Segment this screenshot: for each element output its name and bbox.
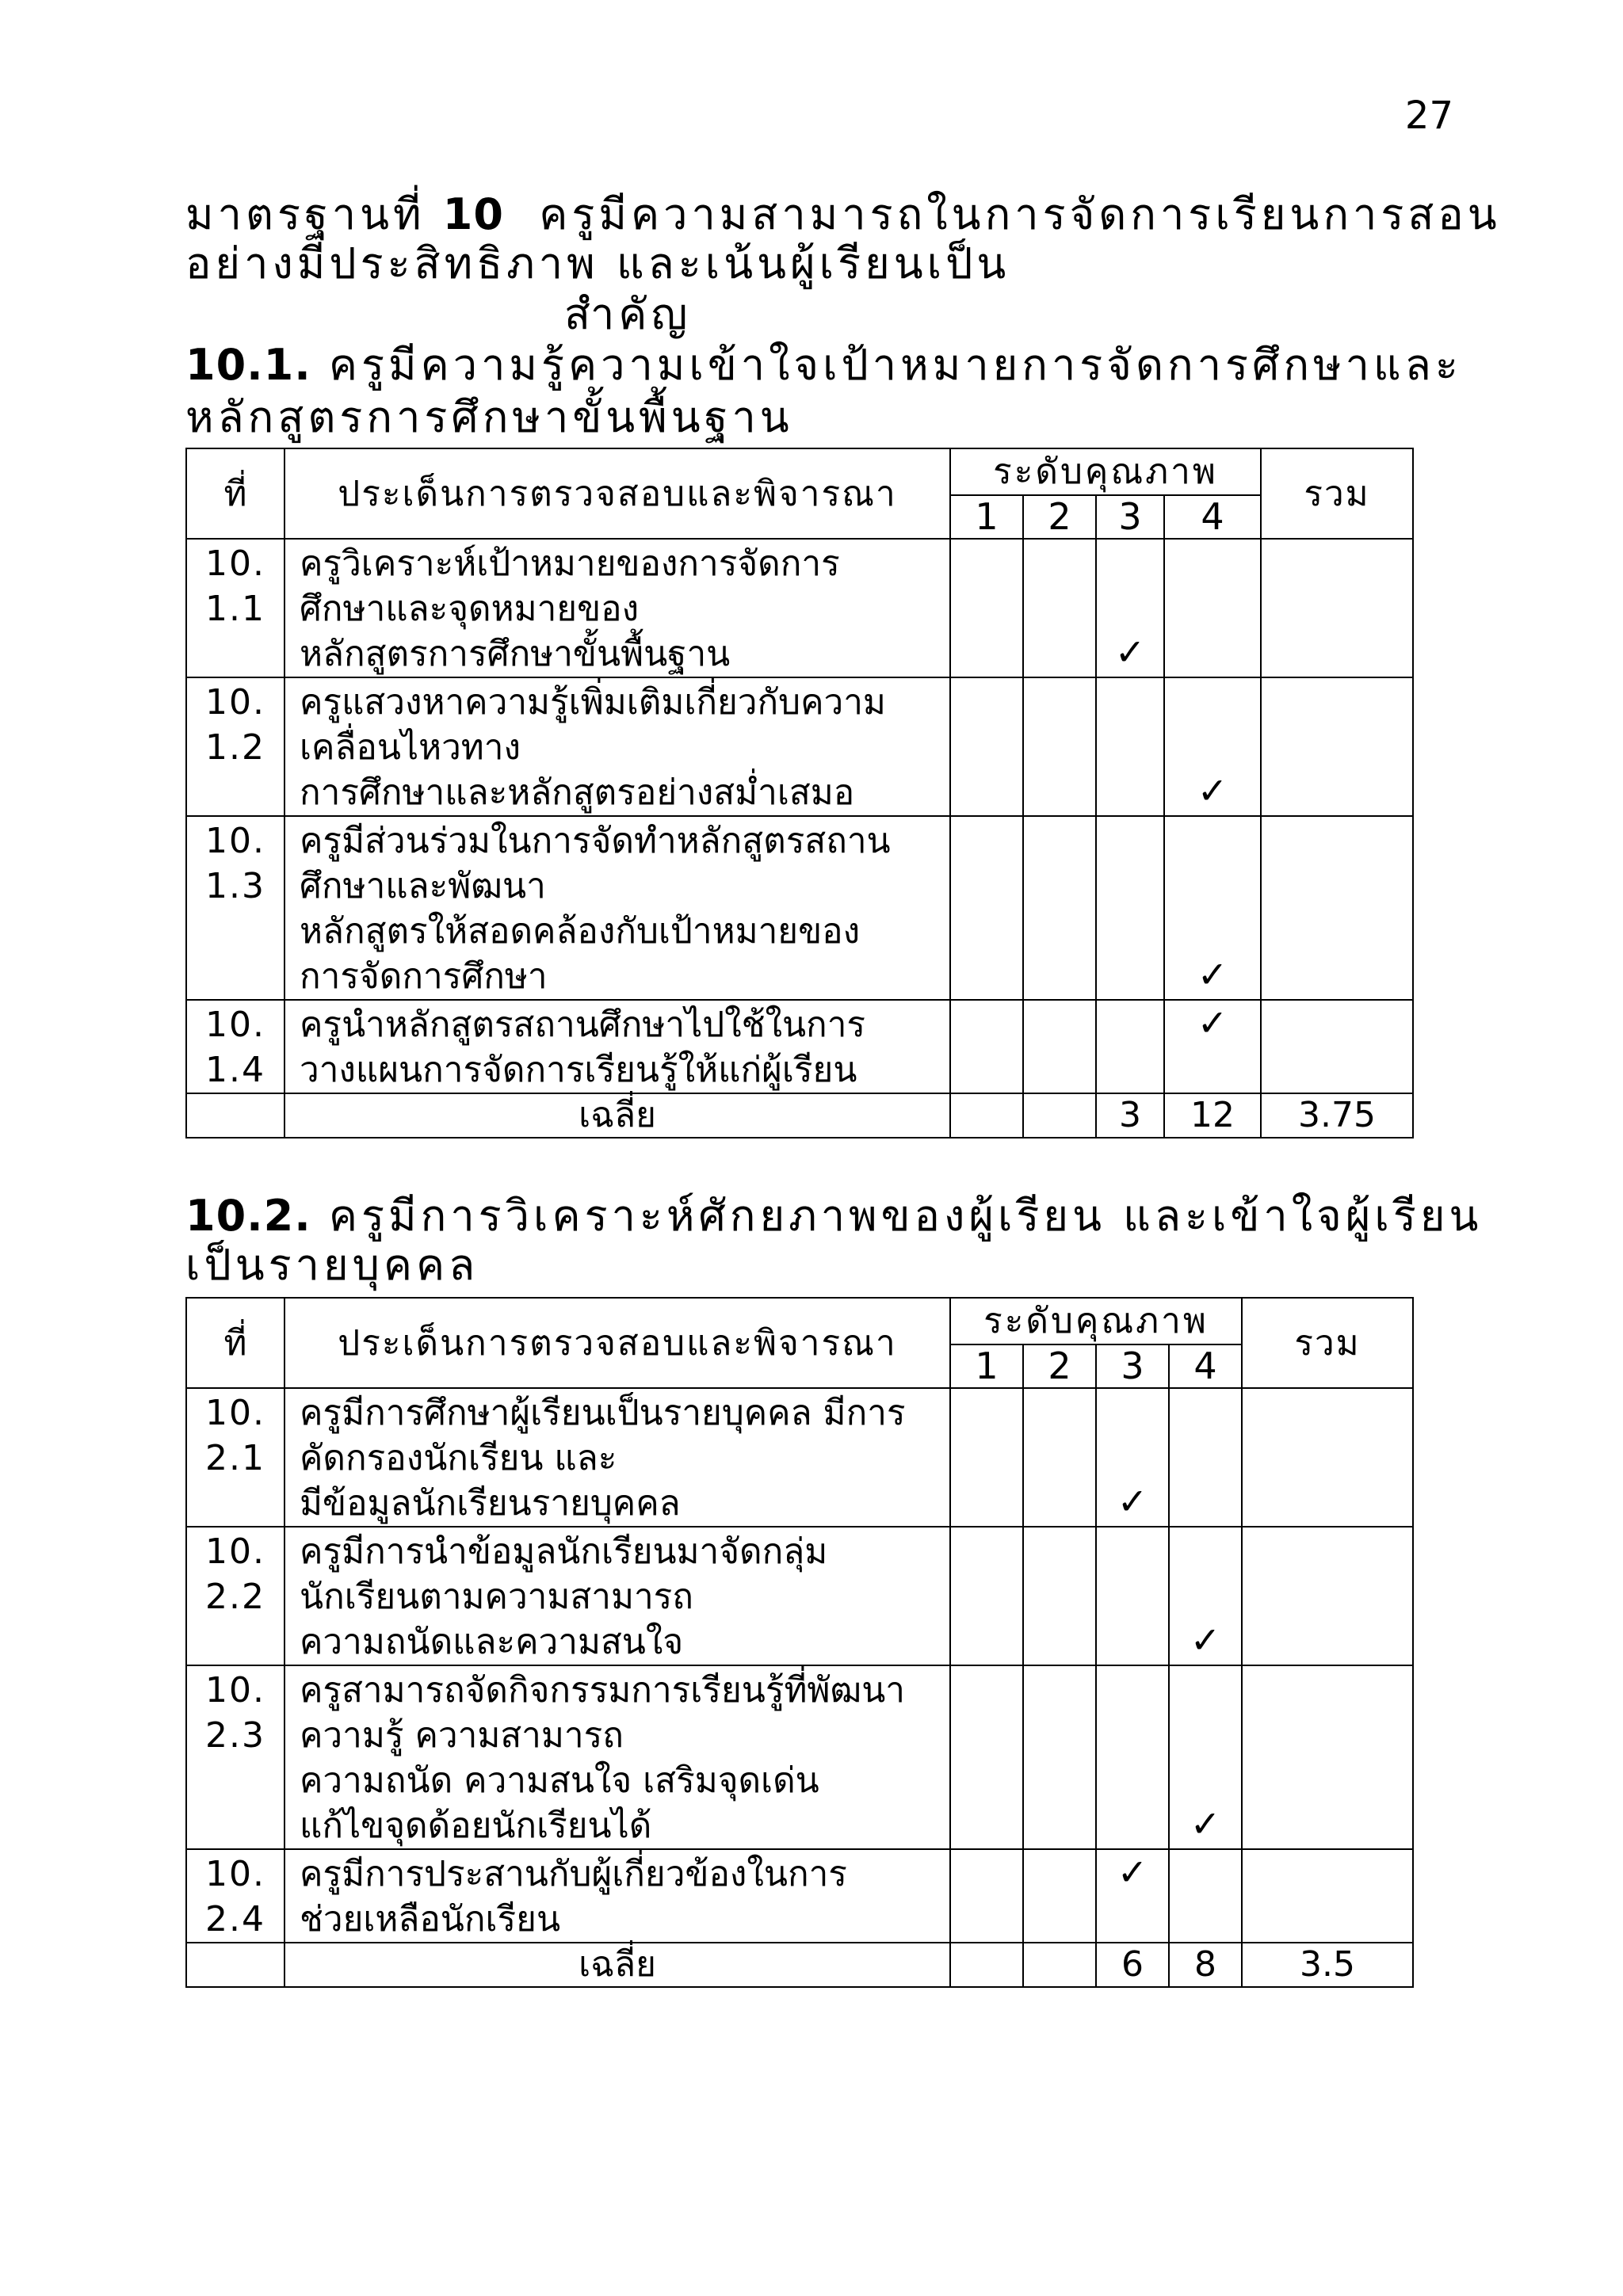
row-total [1242, 1527, 1413, 1665]
mark-level-4 [1169, 1388, 1242, 1527]
check-icon: ✓ [1164, 677, 1261, 816]
table-row [186, 1527, 1413, 1665]
header-level-3: 3 [1096, 495, 1164, 539]
average-total: 3.5 [1242, 1943, 1413, 1987]
header-topic: ประเด็นการตรวจสอบและพิจารณา [285, 448, 950, 539]
check-icon: ✓ [1169, 1665, 1242, 1849]
section2-number: 10.2. [185, 1191, 311, 1241]
mark-level-3 [1096, 1665, 1169, 1849]
average-total: 3.75 [1261, 1093, 1413, 1138]
row-total [1242, 1849, 1413, 1943]
section2-title-line1 [185, 1192, 1482, 1241]
row-topic: ครูวิเคราะห์เป้าหมายของการจัดการ ศึกษาและจุดหมายของ หลักสูตรการศึกษาขั้นพื้นฐาน [285, 539, 950, 677]
average-level-1 [950, 1093, 1023, 1138]
average-no [186, 1943, 285, 1987]
mark-level-1 [950, 1665, 1023, 1849]
page-number: 27 [1404, 93, 1453, 138]
header-total: รวม [1261, 448, 1413, 539]
table-row [186, 1388, 1413, 1527]
row-topic: ครูมีการนำข้อมูลนักเรียนมาจัดกลุ่ม นักเรียนตามความสามารถ ความถนัดและความสนใจ [285, 1527, 950, 1665]
check-icon: ✓ [1096, 1388, 1169, 1527]
header-level-2: 2 [1023, 495, 1096, 539]
table-row [186, 1665, 1413, 1849]
header-level-4: 4 [1164, 495, 1261, 539]
header-level-3: 3 [1096, 1344, 1169, 1388]
mark-level-1 [950, 1388, 1023, 1527]
row-number: 10. 1.1 [186, 539, 285, 677]
average-level-2 [1023, 1943, 1096, 1987]
check-icon: ✓ [1169, 1527, 1242, 1665]
average-label: เฉลี่ย [285, 1093, 950, 1138]
mark-level-1 [950, 677, 1023, 816]
mark-level-4 [1164, 539, 1261, 677]
row-total [1261, 816, 1413, 1000]
row-number: 10. 1.2 [186, 677, 285, 816]
mark-level-2 [1023, 1665, 1096, 1849]
average-level-3: 3 [1096, 1093, 1164, 1138]
header-no: ที่ [186, 1298, 285, 1388]
average-label: เฉลี่ย [285, 1943, 950, 1987]
row-number: 10. 2.1 [186, 1388, 285, 1527]
check-icon: ✓ [1096, 539, 1164, 677]
row-number: 10. 2.3 [186, 1665, 285, 1849]
mark-level-1 [950, 1849, 1023, 1943]
section1-title: ครูมีความรู้ความเข้าใจเป้าหมายการจัดการศึกษาและ [328, 340, 1462, 390]
average-row [186, 1943, 1413, 1987]
table-row [186, 1000, 1413, 1093]
row-topic: ครูนำหลักสูตรสถานศึกษาไปใช้ในการ วางแผนการจัดการเรียนรู้ให้แก่ผู้เรียน [285, 1000, 950, 1093]
row-topic: ครูมีส่วนร่วมในการจัดทำหลักสูตรสถาน ศึกษาและพัฒนา หลักสูตรให้สอดคล้องกับเป้าหมายของ การจัดการศึกษา [285, 816, 950, 1000]
mark-level-2 [1023, 539, 1096, 677]
average-level-4: 8 [1169, 1943, 1242, 1987]
standard-title-line2: อย่างมีประสิทธิภาพ และเน้นผู้เรียนเป็น [185, 238, 1010, 288]
average-no [186, 1093, 285, 1138]
row-number: 10. 2.4 [186, 1849, 285, 1943]
header-total: รวม [1242, 1298, 1413, 1388]
average-level-1 [950, 1943, 1023, 1987]
section1-number: 10.1. [185, 340, 311, 390]
header-topic: ประเด็นการตรวจสอบและพิจารณา [285, 1298, 950, 1388]
header-level: ระดับคุณภาพ [950, 1298, 1242, 1344]
standard-text: ครูมีความสามารถในการจัดการเรียนการสอน [539, 189, 1501, 239]
mark-level-1 [950, 1527, 1023, 1665]
check-icon: ✓ [1164, 816, 1261, 1000]
header-level-4: 4 [1169, 1344, 1242, 1388]
mark-level-1 [950, 539, 1023, 677]
average-level-2 [1023, 1093, 1096, 1138]
row-total [1261, 539, 1413, 677]
row-number: 10. 2.2 [186, 1527, 285, 1665]
check-icon: ✓ [1096, 1849, 1169, 1943]
standard-title-line1 [185, 190, 1501, 239]
mark-level-2 [1023, 1000, 1096, 1093]
row-topic: ครูมีการประสานกับผู้เกี่ยวข้องในการ ช่วยเหลือนักเรียน [285, 1849, 950, 1943]
mark-level-2 [1023, 1388, 1096, 1527]
mark-level-2 [1023, 816, 1096, 1000]
header-level: ระดับคุณภาพ [950, 448, 1261, 495]
section1-table [185, 448, 1414, 1138]
header-level-1: 1 [950, 1344, 1023, 1388]
row-total [1242, 1388, 1413, 1527]
average-row [186, 1093, 1413, 1138]
row-total [1261, 1000, 1413, 1093]
standard-title-line3: สำคัญ [564, 289, 692, 339]
mark-level-1 [950, 1000, 1023, 1093]
mark-level-4 [1169, 1849, 1242, 1943]
average-level-4: 12 [1164, 1093, 1261, 1138]
mark-level-3 [1096, 677, 1164, 816]
table-row [186, 677, 1413, 816]
mark-level-1 [950, 816, 1023, 1000]
mark-level-2 [1023, 1527, 1096, 1665]
standard-number: 10 [442, 189, 504, 239]
mark-level-2 [1023, 677, 1096, 816]
row-number: 10. 1.3 [186, 816, 285, 1000]
header-no: ที่ [186, 448, 285, 539]
standard-label: มาตรฐานที่ [185, 189, 426, 239]
mark-level-3 [1096, 1000, 1164, 1093]
section2-table [185, 1297, 1414, 1988]
row-total [1242, 1665, 1413, 1849]
section2-title-line2: เป็นรายบุคคล [185, 1240, 479, 1290]
mark-level-3 [1096, 816, 1164, 1000]
row-topic: ครูมีการศึกษาผู้เรียนเป็นรายบุคคล มีการ คัดกรองนักเรียน และ มีข้อมูลนักเรียนรายบุคคล [285, 1388, 950, 1527]
section2-title: ครูมีการวิเคราะห์ศักยภาพของผู้เรียน และเข้าใจผู้เรียน [328, 1191, 1483, 1241]
header-level-2: 2 [1023, 1344, 1096, 1388]
row-topic: ครูสามารถจัดกิจกรรมการเรียนรู้ที่พัฒนา ความรู้ ความสามารถ ความถนัด ความสนใจ เสริมจุดเด่น แก้ไขจุดด้อยนักเรียนได้ [285, 1665, 950, 1849]
row-number: 10. 1.4 [186, 1000, 285, 1093]
section1-title-line1 [185, 341, 1462, 390]
row-topic: ครูแสวงหาความรู้เพิ่มเติมเกี่ยวกับความ เคลื่อนไหวทาง การศึกษาและหลักสูตรอย่างสม่ำเสมอ [285, 677, 950, 816]
table-row [186, 816, 1413, 1000]
mark-level-2 [1023, 1849, 1096, 1943]
row-total [1261, 677, 1413, 816]
table-row [186, 1849, 1413, 1943]
mark-level-3 [1096, 1527, 1169, 1665]
table-row [186, 539, 1413, 677]
section1-title-line2: หลักสูตรการศึกษาขั้นพื้นฐาน [185, 392, 793, 442]
check-icon: ✓ [1164, 1000, 1261, 1093]
average-level-3: 6 [1096, 1943, 1169, 1987]
header-level-1: 1 [950, 495, 1023, 539]
